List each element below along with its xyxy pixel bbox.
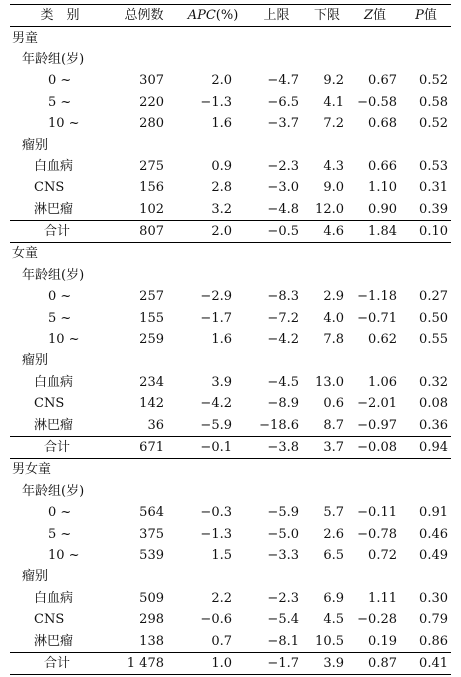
cell-apc: 1.6 <box>211 332 232 348</box>
row-label: 合计 <box>10 220 110 242</box>
cell-lower: −4.5 <box>267 374 299 390</box>
cell-z: 0.66 <box>368 158 397 174</box>
cell-cases: 280 <box>139 116 164 132</box>
group-heading <box>10 243 451 265</box>
table-row <box>10 393 451 414</box>
table-row <box>10 199 451 221</box>
cell-cases: 671 <box>110 436 178 458</box>
row-label: 5 ~ <box>48 94 72 110</box>
cell-apc: −5.9 <box>200 417 232 433</box>
cell-p: 0.79 <box>419 612 448 628</box>
table-header <box>10 5 451 27</box>
subgroup-heading-label: 瘤别 <box>22 137 49 153</box>
cell-z: −2.01 <box>357 396 397 412</box>
table-row <box>10 523 451 544</box>
header-row <box>10 5 451 27</box>
row-label: 白血病 <box>34 374 74 390</box>
group-heading-label: 男女童 <box>12 462 52 478</box>
cell-z: −1.18 <box>357 289 397 305</box>
cell-z: −0.78 <box>357 526 397 542</box>
cell-lower: −8.3 <box>267 289 299 305</box>
cell-cases: 298 <box>139 612 164 628</box>
cell-apc: 0.7 <box>211 633 232 649</box>
cell-p: 0.53 <box>419 158 448 174</box>
cell-lower: −3.0 <box>267 180 299 196</box>
cell-lower: −4.8 <box>267 201 299 217</box>
cell-p: 0.36 <box>419 417 448 433</box>
cell-cases: 375 <box>139 526 164 542</box>
row-label: 10 ~ <box>48 332 80 348</box>
cell-apc: −0.1 <box>178 436 248 458</box>
cell-apc: 1.5 <box>211 547 232 563</box>
row-label: 淋巴瘤 <box>34 417 74 433</box>
cell-lower: −8.1 <box>267 633 299 649</box>
cell-p: 0.41 <box>401 652 451 674</box>
cell-p: 0.58 <box>419 94 448 110</box>
cell-cases: 156 <box>139 180 164 196</box>
cell-z: 0.72 <box>368 547 397 563</box>
table-row <box>10 113 451 134</box>
cell-z: −0.11 <box>357 505 397 521</box>
cell-p: 0.91 <box>419 505 448 521</box>
apc-table <box>10 4 451 675</box>
table-row <box>10 545 451 566</box>
cell-p: 0.39 <box>419 201 448 217</box>
subgroup-heading-label: 瘤别 <box>22 569 49 585</box>
cell-p: 0.49 <box>419 547 448 563</box>
header-category: 类 别 <box>10 5 110 27</box>
table-row <box>10 414 451 436</box>
cell-apc: −0.3 <box>200 505 232 521</box>
cell-z: −0.97 <box>357 417 397 433</box>
row-label: 0 ~ <box>48 289 72 305</box>
subgroup-heading <box>10 566 451 587</box>
cell-upper: 0.6 <box>323 396 344 412</box>
cell-lower: −5.9 <box>267 505 299 521</box>
cell-lower: −8.9 <box>267 396 299 412</box>
cell-cases: 155 <box>139 310 164 326</box>
cell-upper: 4.0 <box>323 310 344 326</box>
table-row <box>10 630 451 652</box>
cell-lower: −1.7 <box>248 652 305 674</box>
row-label: 淋巴瘤 <box>34 633 74 649</box>
row-label: 淋巴瘤 <box>34 201 74 217</box>
row-label: 合计 <box>10 652 110 674</box>
cell-upper: 9.2 <box>323 73 344 89</box>
table-body <box>10 27 451 675</box>
header-p: P值 <box>401 5 451 27</box>
cell-z: 0.68 <box>368 116 397 132</box>
cell-p: 0.52 <box>419 73 448 89</box>
subgroup-heading <box>10 49 451 70</box>
cell-lower: −5.4 <box>267 612 299 628</box>
cell-cases: 564 <box>139 505 164 521</box>
cell-lower: −3.7 <box>267 116 299 132</box>
table-row <box>10 609 451 630</box>
cell-upper: 12.0 <box>315 201 344 217</box>
group-heading-label: 女童 <box>12 246 39 262</box>
cell-cases: 138 <box>139 633 164 649</box>
header-apc: APC(%) <box>178 5 248 27</box>
cell-upper: 4.3 <box>323 158 344 174</box>
cell-apc: −1.7 <box>200 310 232 326</box>
table-row <box>10 177 451 198</box>
cell-p: 0.32 <box>419 374 448 390</box>
cell-p: 0.27 <box>419 289 448 305</box>
cell-cases: 275 <box>139 158 164 174</box>
cell-cases: 142 <box>139 396 164 412</box>
row-label: 白血病 <box>34 590 74 606</box>
cell-p: 0.30 <box>419 590 448 606</box>
cell-apc: 0.9 <box>211 158 232 174</box>
cell-cases: 220 <box>139 94 164 110</box>
table-row <box>10 372 451 393</box>
cell-upper: 7.2 <box>323 116 344 132</box>
subgroup-heading-label: 瘤别 <box>22 353 49 369</box>
cell-lower: −3.8 <box>248 436 305 458</box>
cell-upper: 3.9 <box>305 652 349 674</box>
cell-z: 0.19 <box>368 633 397 649</box>
cell-z: −0.08 <box>349 436 401 458</box>
cell-cases: 1 478 <box>110 652 178 674</box>
table-row <box>10 588 451 609</box>
row-label: CNS <box>34 396 65 412</box>
cell-upper: 2.9 <box>323 289 344 305</box>
cell-p: 0.55 <box>419 332 448 348</box>
cell-z: 1.11 <box>368 590 397 606</box>
cell-z: 1.10 <box>368 180 397 196</box>
row-label: 合计 <box>10 436 110 458</box>
cell-lower: −2.3 <box>267 590 299 606</box>
cell-p: 0.08 <box>419 396 448 412</box>
cell-lower: −4.7 <box>267 73 299 89</box>
subgroup-heading <box>10 134 451 155</box>
cell-cases: 259 <box>139 332 164 348</box>
row-label: 0 ~ <box>48 73 72 89</box>
cell-upper: 2.6 <box>323 526 344 542</box>
table-row <box>10 70 451 91</box>
cell-apc: 2.0 <box>178 220 248 242</box>
cell-apc: 2.2 <box>211 590 232 606</box>
cell-upper: 13.0 <box>315 374 344 390</box>
table-row <box>10 307 451 328</box>
cell-lower: −6.5 <box>267 94 299 110</box>
cell-upper: 7.8 <box>323 332 344 348</box>
cell-z: 0.62 <box>368 332 397 348</box>
row-label: 5 ~ <box>48 310 72 326</box>
group-heading-label: 男童 <box>12 30 39 46</box>
row-label: 10 ~ <box>48 116 80 132</box>
cell-z: 0.67 <box>368 73 397 89</box>
cell-z: 0.87 <box>349 652 401 674</box>
cell-p: 0.10 <box>401 220 451 242</box>
table-row <box>10 502 451 523</box>
cell-cases: 807 <box>110 220 178 242</box>
cell-apc: 1.6 <box>211 116 232 132</box>
cell-upper: 4.6 <box>305 220 349 242</box>
total-row <box>10 220 451 242</box>
table-row <box>10 286 451 307</box>
cell-upper: 5.7 <box>323 505 344 521</box>
cell-lower: −18.6 <box>259 417 299 433</box>
cell-apc: −4.2 <box>200 396 232 412</box>
cell-upper: 6.9 <box>323 590 344 606</box>
row-label: CNS <box>34 180 65 196</box>
row-label: 0 ~ <box>48 505 72 521</box>
cell-lower: −4.2 <box>267 332 299 348</box>
cell-apc: −1.3 <box>200 526 232 542</box>
cell-p: 0.86 <box>419 633 448 649</box>
cell-p: 0.46 <box>419 526 448 542</box>
subgroup-heading-label: 年龄组(岁) <box>22 483 85 499</box>
header-upper: 下限 <box>305 5 349 27</box>
cell-z: 1.06 <box>368 374 397 390</box>
cell-cases: 509 <box>139 590 164 606</box>
cell-lower: −2.3 <box>267 158 299 174</box>
table-row <box>10 92 451 113</box>
cell-z: −0.58 <box>357 94 397 110</box>
subgroup-heading <box>10 265 451 286</box>
cell-z: −0.28 <box>357 612 397 628</box>
cell-upper: 3.7 <box>305 436 349 458</box>
cell-cases: 257 <box>139 289 164 305</box>
cell-z: −0.71 <box>357 310 397 326</box>
row-label: 10 ~ <box>48 547 80 563</box>
subgroup-heading <box>10 481 451 502</box>
cell-cases: 36 <box>147 417 164 433</box>
header-lower: 上限 <box>248 5 305 27</box>
cell-upper: 4.1 <box>323 94 344 110</box>
total-row <box>10 652 451 674</box>
table-row <box>10 156 451 177</box>
group-heading <box>10 27 451 49</box>
cell-apc: −1.3 <box>200 94 232 110</box>
total-row <box>10 436 451 458</box>
cell-upper: 8.7 <box>323 417 344 433</box>
cell-lower: −0.5 <box>248 220 305 242</box>
subgroup-heading-label: 年龄组(岁) <box>22 267 85 283</box>
subgroup-heading-label: 年龄组(岁) <box>22 51 85 67</box>
cell-apc: 2.0 <box>211 73 232 89</box>
cell-p: 0.94 <box>401 436 451 458</box>
cell-lower: −3.3 <box>267 547 299 563</box>
group-heading <box>10 459 451 481</box>
cell-p: 0.52 <box>419 116 448 132</box>
header-z: Z值 <box>349 5 401 27</box>
row-label: 白血病 <box>34 158 74 174</box>
cell-lower: −5.0 <box>267 526 299 542</box>
row-label: 5 ~ <box>48 526 72 542</box>
cell-apc: 2.8 <box>211 180 232 196</box>
cell-lower: −7.2 <box>267 310 299 326</box>
table-row <box>10 329 451 350</box>
cell-apc: 1.0 <box>178 652 248 674</box>
cell-apc: −0.6 <box>200 612 232 628</box>
row-label: CNS <box>34 612 65 628</box>
cell-cases: 539 <box>139 547 164 563</box>
cell-apc: 3.9 <box>211 374 232 390</box>
cell-upper: 9.0 <box>323 180 344 196</box>
cell-p: 0.31 <box>419 180 448 196</box>
header-cases: 总例数 <box>110 5 178 27</box>
cell-p: 0.50 <box>419 310 448 326</box>
cell-cases: 234 <box>139 374 164 390</box>
cell-cases: 102 <box>139 201 164 217</box>
cell-upper: 6.5 <box>323 547 344 563</box>
cell-cases: 307 <box>139 73 164 89</box>
cell-z: 0.90 <box>368 201 397 217</box>
subgroup-heading <box>10 350 451 371</box>
cell-apc: 3.2 <box>211 201 232 217</box>
cell-z: 1.84 <box>349 220 401 242</box>
cell-upper: 4.5 <box>323 612 344 628</box>
cell-apc: −2.9 <box>200 289 232 305</box>
cell-upper: 10.5 <box>315 633 344 649</box>
